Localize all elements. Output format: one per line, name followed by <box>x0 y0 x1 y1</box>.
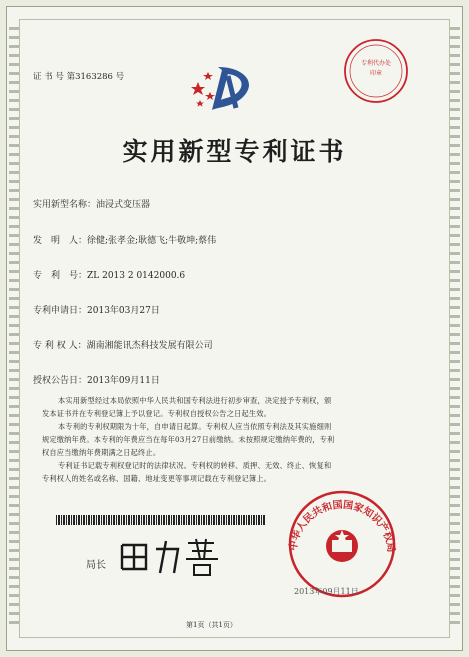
left-vine-ornament <box>9 27 19 630</box>
certificate-number: 证 书 号 第3163286 号 <box>33 72 125 82</box>
certificate-title: 实用新型专利证书 <box>122 137 347 166</box>
director-label: 局长 <box>86 560 106 571</box>
patentee-row <box>33 338 213 351</box>
body-line: 权自应当缴纳年费期满之日起终止。 <box>42 448 161 457</box>
svg-text:印章: 印章 <box>369 70 383 77</box>
body-line: 本实用新型经过本局依照中华人民共和国专利法进行初步审查，决定授予专利权，颁 <box>58 396 332 405</box>
svg-text:专利代办处: 专利代办处 <box>360 60 392 67</box>
page-footer: 第1页（共1页） <box>186 621 237 629</box>
barcode <box>56 515 266 525</box>
grant-date-label: 授权公告日： <box>33 376 88 386</box>
body-line: 发本证书并在专利登记簿上予以登记。专利权自授权公告之日起生效。 <box>42 409 272 418</box>
seal-date: 2013年09月11日 <box>294 587 359 596</box>
grant-date-row <box>33 373 160 386</box>
body-line: 专利权人的姓名或名称、国籍、地址变更等事项记载在专利登记簿上。 <box>42 474 272 483</box>
name-label: 实用新型名称： <box>33 200 97 210</box>
body-line: 专利证书记载专利权登记时的法律状况。专利权的转移、质押、无效、终止、恢复和 <box>58 461 332 470</box>
svg-text:中华人民共和国国家知识产权局: 中华人民共和国国家知识产权局 <box>287 499 397 554</box>
body-line: 本专利的专利权期限为十年，自申请日起算。专利权人应当依照专利法及其实施细则 <box>58 422 332 431</box>
grant-date-value: 2013年09月11日 <box>87 376 160 386</box>
patent-office-logo <box>188 62 268 117</box>
inventor-row <box>33 233 216 246</box>
patent-no-label: 专 利 号： <box>33 271 88 281</box>
national-ip-seal <box>272 488 412 600</box>
patent-no-value: ZL 2013 2 0142000.6 <box>87 271 186 281</box>
agency-stamp <box>341 36 411 106</box>
name-value: 油浸式变压器 <box>96 200 151 210</box>
patentee-label: 专 利 权 人： <box>33 341 87 351</box>
director-signature <box>116 535 224 579</box>
filing-date-row <box>33 303 160 316</box>
patent-number-row <box>33 268 185 281</box>
filing-date-value: 2013年03月27日 <box>87 306 160 316</box>
inventor-label: 发 明 人： <box>33 236 88 246</box>
utility-model-name <box>33 197 150 210</box>
inventor-value: 徐健;张孝金;耿德飞;牛敬坤;蔡伟 <box>87 236 217 246</box>
patentee-value: 湖南湘能讯杰科技发展有限公司 <box>86 341 213 351</box>
body-line: 规定缴纳年费。本专利的年费应当在每年03月27日前缴纳。未按照规定缴纳年费的，专利 <box>42 435 335 444</box>
right-vine-ornament <box>450 27 460 630</box>
filing-date-label: 专利申请日： <box>33 306 88 316</box>
